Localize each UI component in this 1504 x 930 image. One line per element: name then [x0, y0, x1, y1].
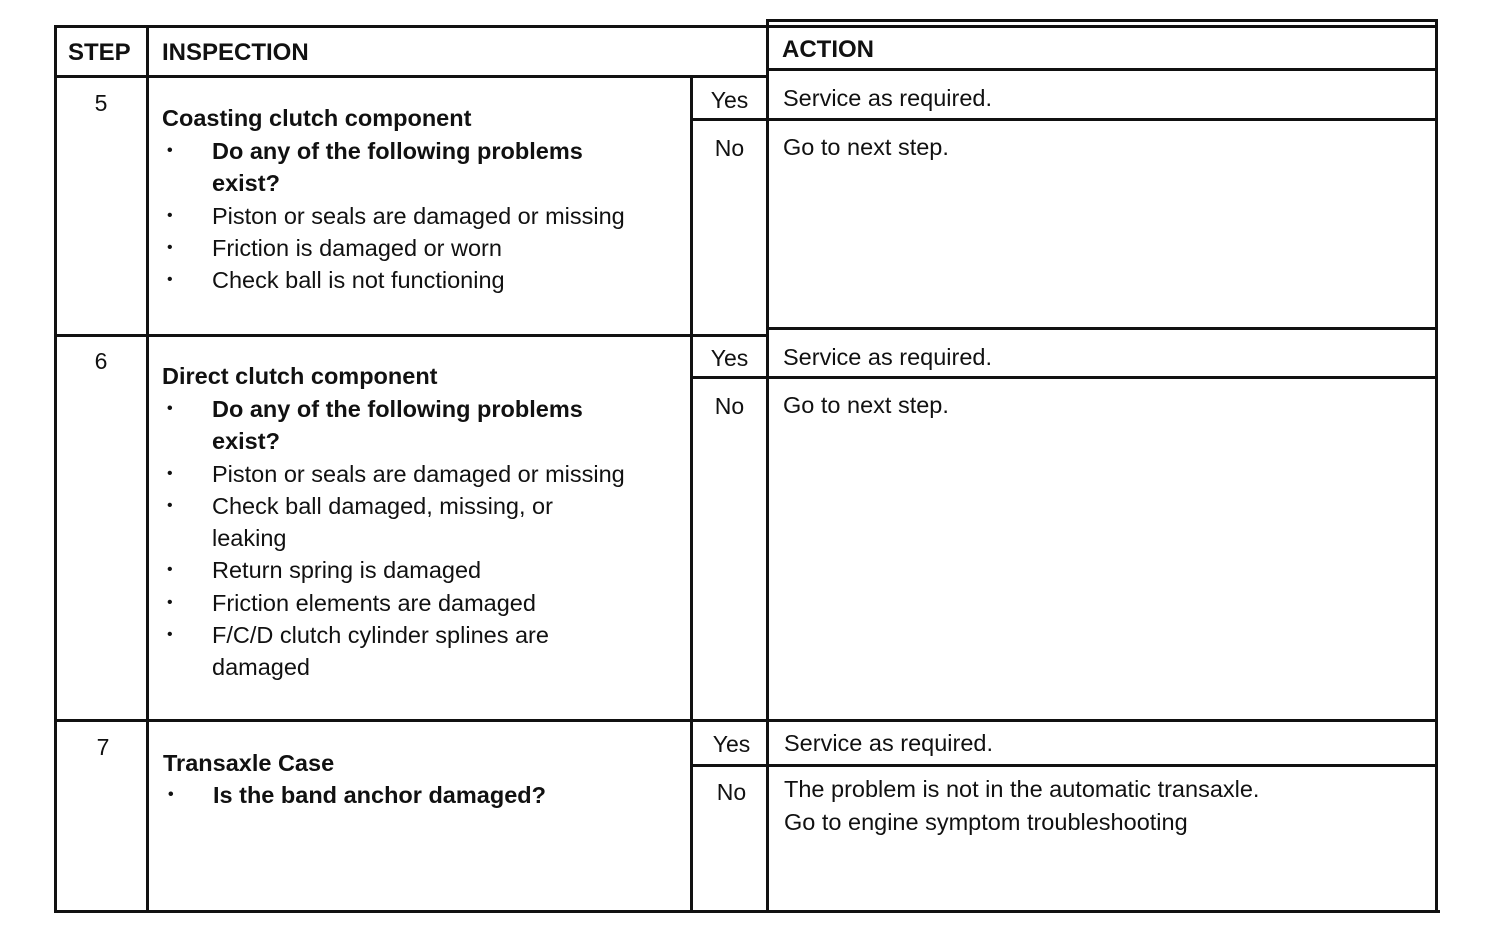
bullet-icon: •: [167, 626, 173, 644]
list-item: [162, 393, 632, 458]
bullet-icon: •: [167, 561, 173, 579]
table-border-top-right: [768, 19, 1438, 22]
bullet-icon: •: [167, 271, 173, 289]
divider-header: [54, 75, 769, 78]
divider-row6-end: [54, 719, 1438, 722]
divider-inspection-yesno: [690, 77, 693, 913]
bullet-icon: •: [167, 593, 173, 611]
list-item-text: Friction is damaged or worn: [212, 234, 502, 261]
no-label: No: [714, 393, 745, 419]
inspection-title: Direct clutch component: [162, 363, 438, 389]
divider-row5-end: [54, 334, 769, 337]
list-item-text: F/C/D clutch cylinder splines are damaged: [212, 622, 549, 681]
bullet-icon: •: [167, 400, 173, 417]
bullet-icon: •: [167, 142, 173, 159]
bullet-icon: •: [167, 496, 173, 514]
yes-label: Yes: [710, 345, 749, 371]
inspection-title: Coasting clutch component: [162, 105, 472, 131]
list-item-text: Do any of the following problems exist?: [212, 138, 583, 197]
list-item-text: Check ball damaged, missing, or leaking: [212, 492, 553, 552]
divider-header-action: [766, 68, 1438, 71]
step-number: 5: [94, 90, 108, 116]
list-item-text: Is the band anchor damaged?: [213, 782, 546, 808]
table-border-right: [1435, 19, 1438, 913]
list-item: [162, 264, 632, 296]
list-item-text: Piston or seals are damaged or missing: [212, 460, 625, 487]
divider-row6-yes: [690, 376, 1438, 379]
divider-row5-end-action: [766, 327, 1438, 330]
no-label: No: [714, 135, 745, 161]
list-item: [162, 232, 632, 264]
table-border-top: [54, 25, 1438, 28]
yes-label: Yes: [712, 731, 751, 757]
bullet-icon: •: [167, 238, 173, 256]
no-action-line-1: The problem is not in the automatic transaxle.: [784, 776, 1260, 802]
inspection-title: Transaxle Case: [163, 750, 335, 776]
divider-row7-yes: [690, 764, 1438, 767]
inspection-list: [162, 135, 632, 296]
list-item: [162, 490, 632, 555]
list-item: [162, 458, 632, 490]
inspection-list: [162, 393, 632, 684]
no-action: Go to next step.: [783, 134, 949, 160]
bullet-icon: •: [167, 206, 173, 224]
divider-row5-yes: [690, 118, 1438, 121]
no-action: Go to next step.: [783, 392, 949, 418]
header-action: ACTION: [782, 36, 874, 63]
list-item: [162, 200, 632, 232]
list-item: [162, 554, 632, 586]
list-item-text: Do any of the following problems exist?: [212, 396, 583, 455]
no-action-line-2: Go to engine symptom troubleshooting: [784, 809, 1188, 835]
no-label: No: [716, 779, 747, 805]
list-item: [162, 587, 632, 619]
yes-action: Service as required.: [784, 730, 993, 756]
yes-action: Service as required.: [783, 85, 992, 111]
bullet-icon: •: [168, 786, 174, 803]
yes-label: Yes: [710, 87, 749, 113]
list-item: [163, 779, 633, 811]
divider-step-inspection: [146, 25, 149, 913]
header-inspection: INSPECTION: [162, 39, 309, 66]
list-item: [162, 135, 632, 200]
yes-action: Service as required.: [783, 344, 992, 370]
table-border-left: [54, 25, 57, 913]
list-item-text: Friction elements are damaged: [212, 589, 536, 616]
header-step: STEP: [68, 39, 131, 66]
step-number: 6: [94, 348, 108, 374]
list-item-text: Check ball is not functioning: [212, 267, 505, 294]
inspection-list: [163, 779, 633, 811]
list-item: [162, 619, 632, 684]
list-item-text: Return spring is damaged: [212, 557, 482, 584]
bullet-icon: •: [167, 464, 173, 482]
list-item-text: Piston or seals are damaged or missing: [212, 202, 625, 229]
step-number: 7: [96, 734, 110, 760]
table-border-bottom: [54, 910, 1440, 913]
